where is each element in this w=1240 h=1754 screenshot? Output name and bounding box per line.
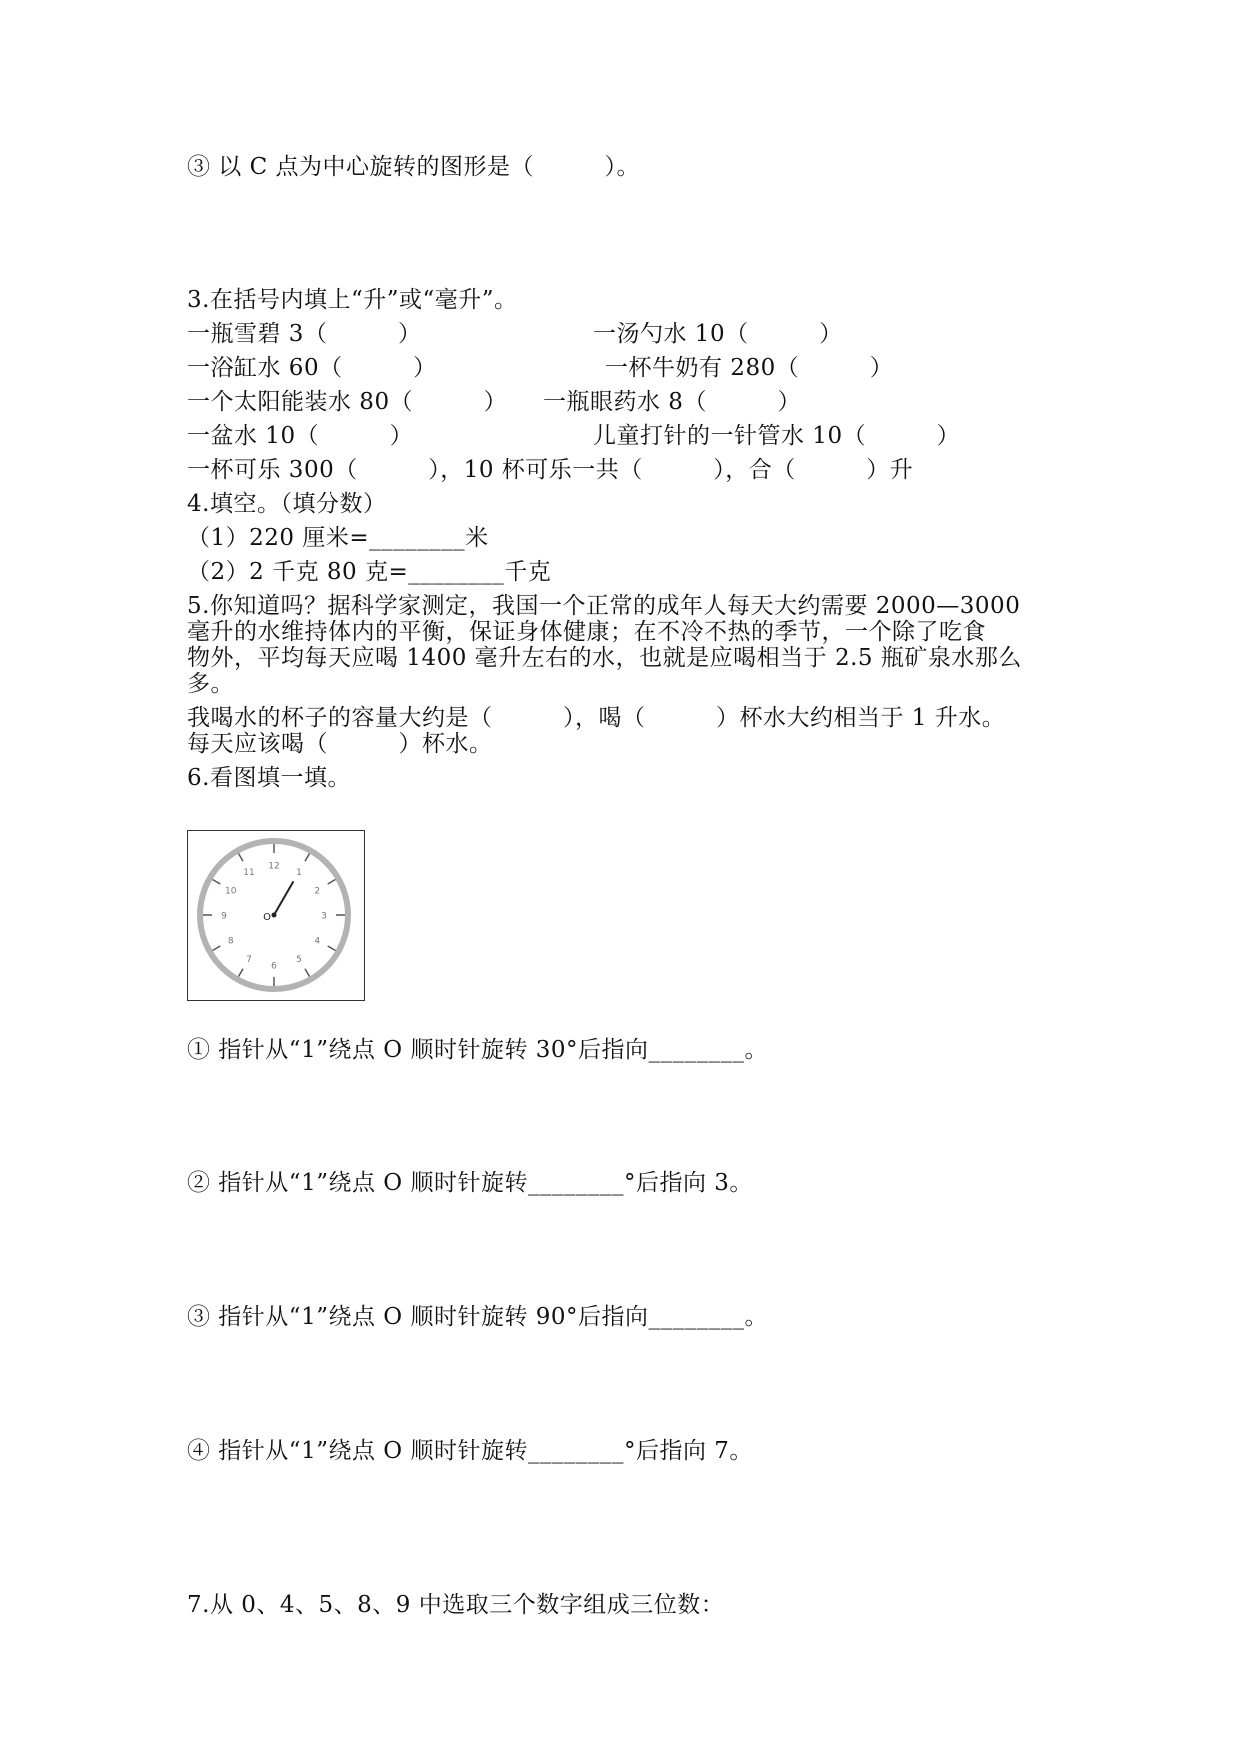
q5-line1: 5.你知道吗？据科学家测定，我国一个正常的成年人每天大约需要 2000—3000 <box>187 593 1021 619</box>
clock-number: 6 <box>271 961 277 972</box>
clock-number: 5 <box>296 954 302 965</box>
clock-number: 4 <box>314 936 321 947</box>
clock-number: 11 <box>243 868 255 879</box>
hour-tick <box>213 880 221 885</box>
q5-line6: 每天应该喝（ ）杯水。 <box>187 731 493 757</box>
q5-line5: 我喝水的杯子的容量大约是（ ），喝（ ）杯水大约相当于 1 升水。 <box>187 705 1006 731</box>
clock-pivot <box>272 913 277 918</box>
clock-number: 10 <box>224 886 237 897</box>
q3-row4-right: 儿童打针的一针管水 10（ ） <box>593 423 961 449</box>
clock-number: 8 <box>227 936 234 947</box>
clock-number: 7 <box>246 954 252 965</box>
hour-tick <box>239 969 244 977</box>
q3-row4-left: 一盆水 10（ ） <box>187 423 414 449</box>
q3-last: 一杯可乐 300（ ），10 杯可乐一共（ ），合（ ）升 <box>187 457 914 483</box>
q3-row2-left: 一浴缸水 60（ ） <box>187 355 437 381</box>
hour-tick <box>213 946 221 951</box>
q6-title: 6.看图填一填。 <box>187 765 351 791</box>
q5-line4: 多。 <box>187 671 234 697</box>
q4-item2: （2）2 千克 80 克=________千克 <box>187 559 552 585</box>
q3-row1-right: 一汤勺水 10（ ） <box>593 321 843 347</box>
q7-title: 7.从 0、4、5、8、9 中选取三个数字组成三位数： <box>187 1592 725 1618</box>
hour-tick <box>328 946 336 951</box>
q2-sub3: ③ 以 C 点为中心旋转的图形是（ ）。 <box>187 154 641 180</box>
hour-tick <box>328 880 336 885</box>
q6-item1: ① 指针从“1”绕点 O 顺时针旋转 30°后指向________。 <box>187 1037 769 1063</box>
center-label-o: O <box>263 912 271 923</box>
hour-tick <box>305 969 310 977</box>
q3-title: 3.在括号内填上“升”或“毫升”。 <box>187 287 518 313</box>
clock-number: 2 <box>314 886 321 897</box>
q5-line3: 物外，平均每天应喝 1400 毫升左右的水，也就是应喝相当于 2.5 瓶矿泉水那么 <box>187 645 1022 671</box>
clock-face <box>188 831 363 999</box>
q3-row2-right: 一杯牛奶有 280（ ） <box>605 355 894 381</box>
hour-tick <box>305 854 310 862</box>
clock-hand <box>274 882 293 915</box>
q6-item2: ② 指针从“1”绕点 O 顺时针旋转________°后指向 3。 <box>187 1170 753 1196</box>
q4-item1: （1）220 厘米=________米 <box>187 525 489 551</box>
q6-item4: ④ 指针从“1”绕点 O 顺时针旋转________°后指向 7。 <box>187 1438 753 1464</box>
clock-number: 9 <box>221 911 227 922</box>
q5-line2: 毫升的水维持体内的平衡，保证身体健康；在不冷不热的季节，一个除了吃食 <box>187 619 986 645</box>
q6-item3: ③ 指针从“1”绕点 O 顺时针旋转 90°后指向________。 <box>187 1304 769 1330</box>
q4-title: 4.填空。（填分数） <box>187 491 387 517</box>
q3-row3-left: 一个太阳能装水 80（ ） <box>187 389 508 415</box>
clock-number: 12 <box>268 861 280 872</box>
clock-number: 3 <box>321 911 327 922</box>
clock-number: 1 <box>296 868 302 879</box>
clock-figure <box>187 830 365 1001</box>
hour-tick <box>239 854 244 862</box>
q3-row3-right: 一瓶眼药水 8（ ） <box>543 389 801 415</box>
q3-row1-left: 一瓶雪碧 3（ ） <box>187 321 422 347</box>
